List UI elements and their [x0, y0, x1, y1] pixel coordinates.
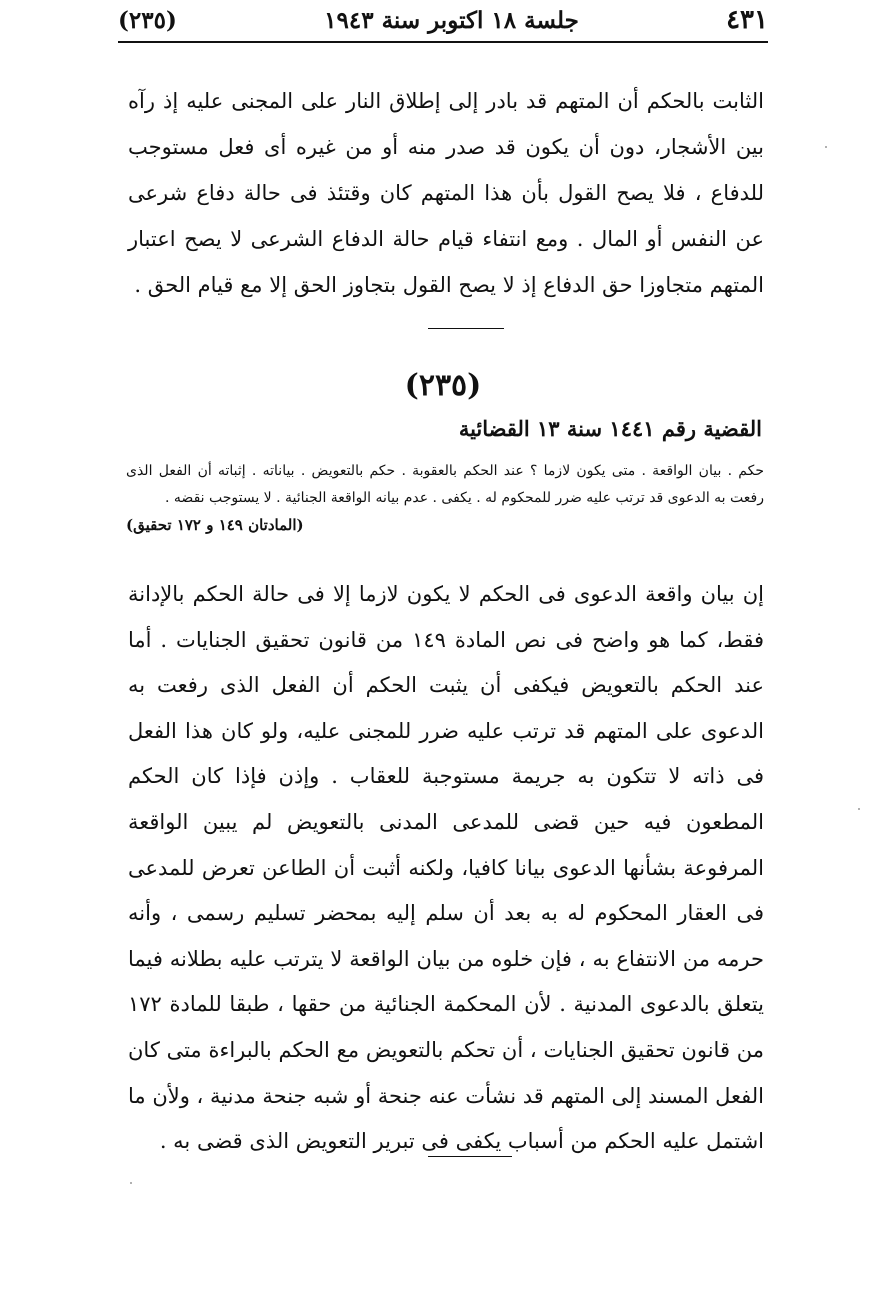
header-rule: [118, 41, 768, 43]
case-title: القضية رقم ١٤٤١ سنة ١٣ القضائية: [458, 416, 762, 441]
end-separator: [428, 1156, 512, 1157]
header-case-ref: (٢٣٥): [118, 6, 177, 34]
page-header: [118, 2, 768, 38]
ruling-paragraph: إن بيان واقعة الدعوى فى الحكم لا يكون لازما إلا فى حالة الحكم بالإدانة فقط، كما هو واضح فى نص المادة ١٤٩ من قانون تحقيق الجنايات . أما عند الحكم بالتعويض فيكفى أن يثبت الحكم أن الفعل الذى رفعت به الدعوى على المتهم قد ترتب عليه ضرر للمجنى عليه، ولو كان هذا الفعل فى ذاته لا تتكون به جريمة مستوجبة للعقاب . وإذن فإذا كان الحكم المطعون فيه حين قضى للمدعى المدنى بالتعويض لم يبين الواقعة المرفوعة بشأنها الدعوى بيانا كافيا، ولكنه أثبت أن الطاعن تعرض للمدعى فى العقار المحكوم له به بعد أن سلم إليه بمحضر تسليم رسمى ، وأنه حرمه من الانتفاع به ، فإن خلوه من بيان الواقعة لا يترتب عليه بطلانه فيما يتعلق بالدعوى المدنية . لأن المحكمة الجنائية من حقها ، طبقا للمادة ١٧٢ من قانون تحقيق الجنايات ، أن تحكم بالتعويض مع الحكم بالبراءة متى كان الفعل المسند إلى المتهم قد نشأت عنه جنحة أو شبه جنحة مدنية ، ولأن ما اشتمل عليه الحكم من أسباب يكفى فى تبرير التعويض الذى قضى به .: [128, 582, 764, 1154]
page-number: ٤٣١: [726, 5, 768, 35]
scan-speck: [858, 808, 860, 810]
continuation-paragraph: الثابت بالحكم أن المتهم قد بادر إلى إطلاق النار على المجنى عليه إذ رآه بين الأشجار، دون أن يكون قد صدر منه أو من غيره أى فعل مستوجب للدفاع ، فلا يصح القول بأن هذا المتهم كان وقتئذ فى حالة دفاع شرعى عن النفس أو المال . ومع انتفاء قيام حالة الدفاع الشرعى لا يصح اعتبار المتهم متجاوزا حق الدفاع إذ لا يصح القول بتجاوز الحق إلا مع قيام الحق .: [128, 89, 764, 297]
section-separator: [428, 328, 504, 329]
case-articles: (المادتان ١٤٩ و ١٧٢ تحقيق): [126, 516, 304, 534]
scan-speck: [825, 146, 827, 148]
case-number: (٢٣٥): [404, 368, 482, 403]
case-summary: [126, 458, 764, 539]
case-summary-text: حكم . بيان الواقعة . متى يكون لازما ؟ عند الحكم بالعقوبة . حكم بالتعويض . بياناته . إثباته أن الفعل الذى رفعت به الدعوى قد ترتب عليه ضرر للمحكوم له . يكفى . عدم بيانه الواقعة الجنائية . لا يستوجب نقضه .: [126, 463, 764, 506]
scan-speck: [130, 1182, 132, 1184]
session-line: جلسة ١٨ اكتوبر سنة ١٩٤٣: [324, 6, 579, 34]
